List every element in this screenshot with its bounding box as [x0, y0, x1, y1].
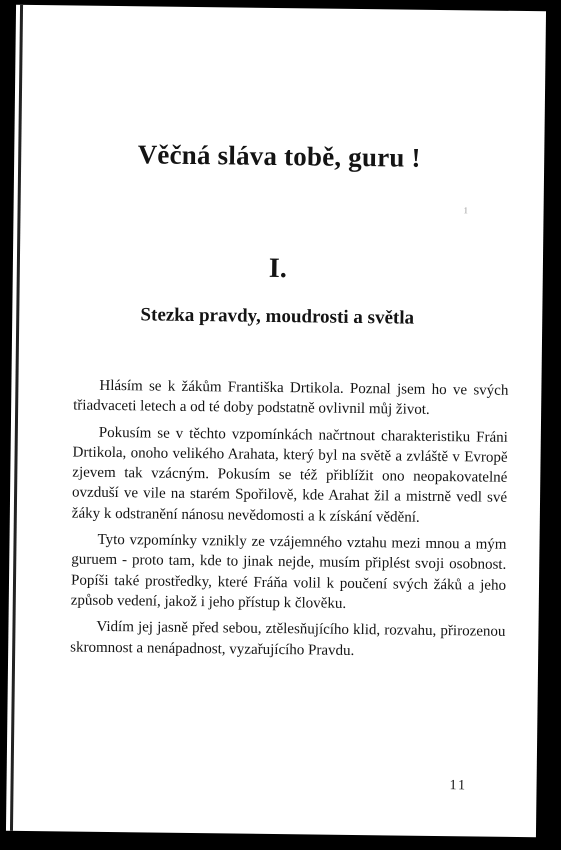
stray-mark: 1	[463, 205, 469, 216]
paragraph: Vidím jej jasně před sebou, ztělesňujícího klid, rozvahu, přirozenou skromnost a nenápadnost, vyzařujícího Pravdu.	[70, 619, 506, 659]
page-title: Věčná sláva tobě, guru !	[137, 139, 421, 173]
paragraph: Tyto vzpomínky vznikly ze vzájemného vztahu mezi mnou a mým guruem - proto tam, kde to jinak nejde, musím připlést svoji osobnost. Popíši také prostředky, které Fráňa volil k poučení svých žáků a jeho způsob vedení, jakož i jeho přístup k člověku.	[70, 531, 507, 612]
paragraph: Pokusím se v těchto vzpomínkách načrtnout charakteristiku Fráni Drtikola, onoho velikého Arahata, který byl na světě a zvláště v Evropě zjevem tak vzácným. Pokusím se též přiblížit ono neopakovatelné ovzduší ve vile na starém Spořilově, kde Arahat žil a mistrně vedl své žáky k odstranění nánosu nevědomosti a k získání vědění.	[71, 424, 508, 526]
book-page	[6, 5, 546, 837]
chapter-number: I.	[268, 252, 288, 285]
body-text	[70, 376, 508, 669]
paragraph: Hlásím se k žákům Františka Drtikola. Poznal jsem ho ve svých třiadvaceti letech a od té doby podstatně ovlivnil můj život.	[73, 377, 509, 419]
chapter-title: Stezka pravdy, moudrosti a světla	[140, 304, 415, 329]
page-spine	[10, 5, 23, 831]
page-number: 11	[449, 778, 468, 794]
